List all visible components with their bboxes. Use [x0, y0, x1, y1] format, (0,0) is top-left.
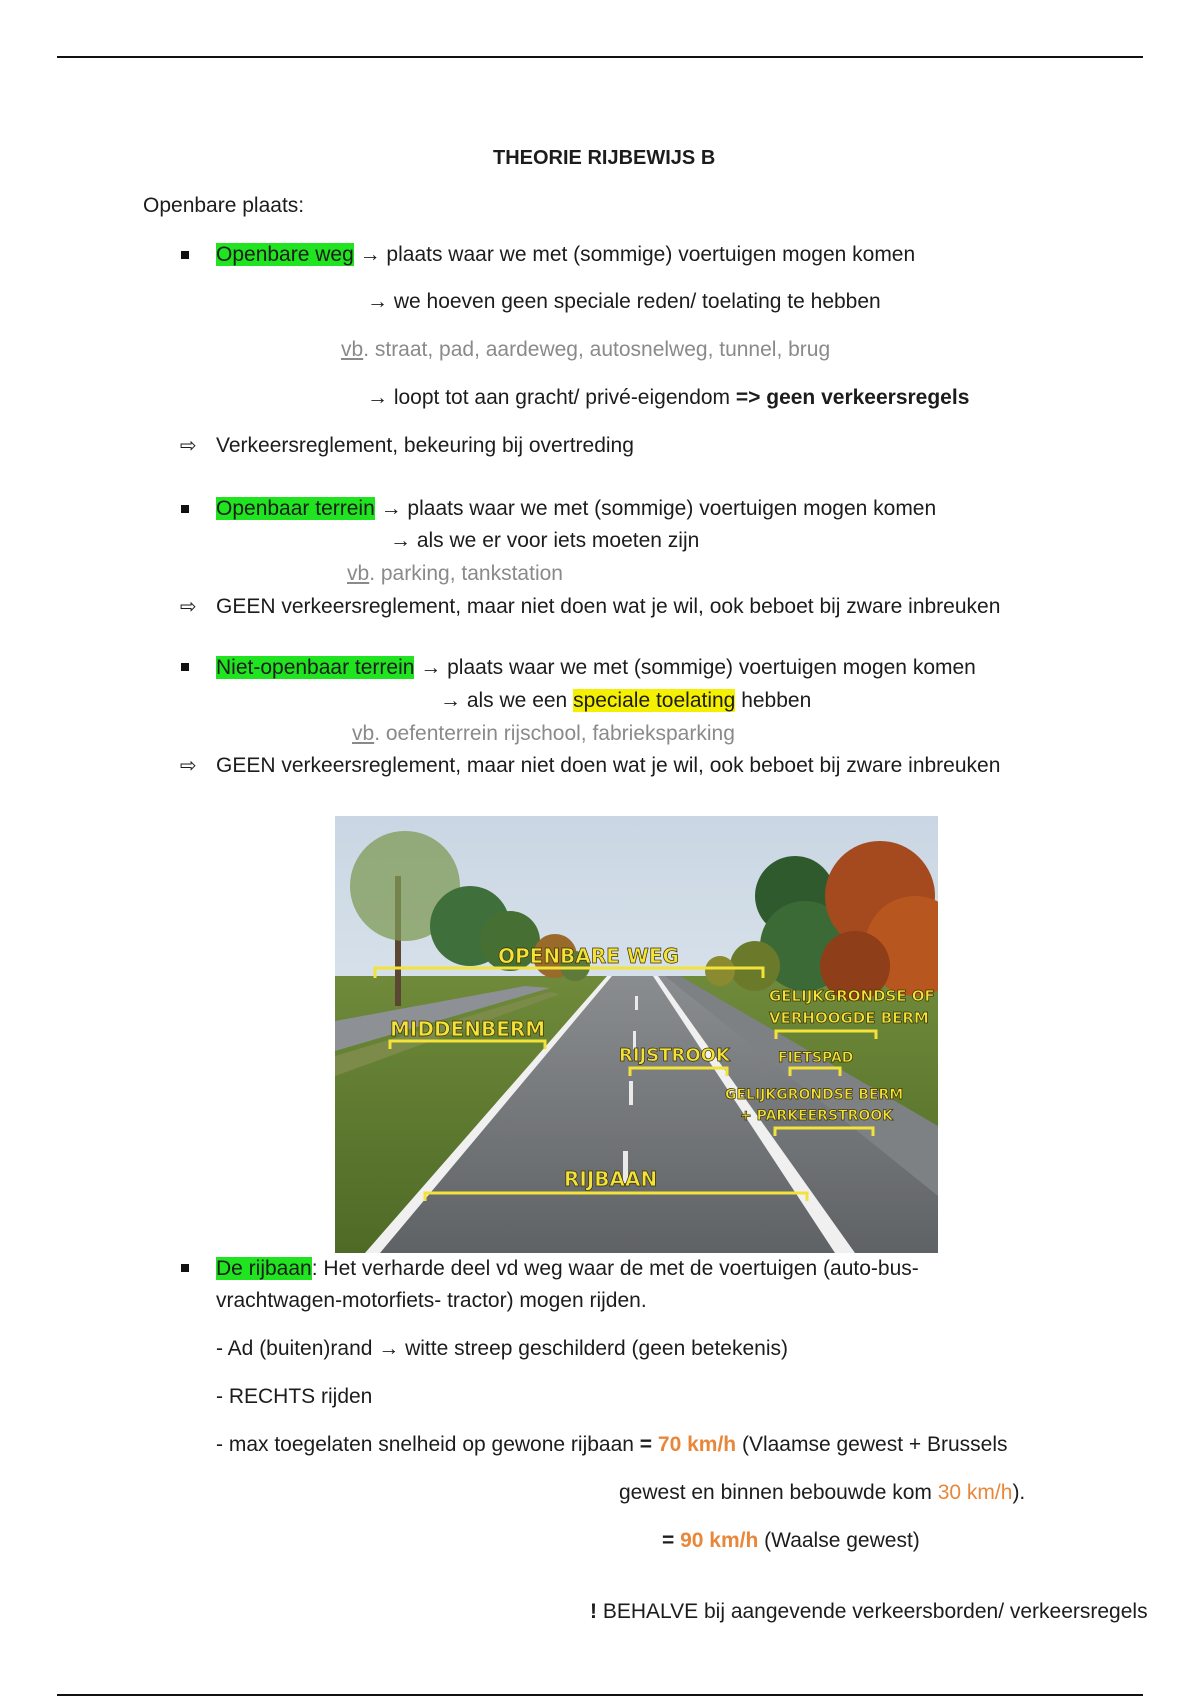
section2-line1	[216, 496, 936, 522]
speed-wallonia: (Waalse gewest)	[758, 1529, 920, 1552]
term-de-rijbaan: De rijbaan	[216, 1257, 312, 1280]
example-text: . oefenterrein rijschool, fabrieksparking	[374, 722, 735, 745]
label-berm-line2: VERHOOGDE BERM	[769, 1009, 929, 1027]
exclamation-mark: !	[590, 1600, 603, 1623]
bullet-square	[181, 505, 189, 513]
section3-definition: → plaats waar we met (sommige) voertuigen mogen komen	[414, 656, 976, 679]
speed-equals: =	[639, 1433, 658, 1456]
label-park-line2: + PARKEERSTROOK	[740, 1108, 894, 1124]
bullet-square	[181, 251, 189, 259]
section1-line1	[216, 242, 915, 268]
section1-conclusion: Verkeersreglement, bekeuring bij overtreding	[216, 434, 634, 457]
rijbaan-item-speed	[216, 1432, 1007, 1458]
section1-line2: → we hoeven geen speciale reden/ toelating te hebben	[367, 290, 881, 313]
label-openbare-weg: OPENBARE WEG	[498, 944, 679, 968]
example-text: . straat, pad, aardeweg, autosnelweg, tunnel, brug	[363, 338, 831, 361]
line4-bold: => geen verkeersregels	[735, 386, 970, 409]
section4-line2: vrachtwagen-motorfiets- tractor) mogen rijden.	[216, 1289, 647, 1312]
exception-note	[590, 1599, 1148, 1625]
speed-cont-text: gewest en binnen bebouwde kom	[619, 1481, 938, 1504]
section2-example	[347, 561, 563, 587]
section4-definition: : Het verharde deel vd weg waar de met de voertuigen (auto-bus-	[311, 1257, 919, 1280]
section3-line2	[440, 688, 811, 714]
speed-text: - max toegelaten snelheid op gewone rijbaan	[216, 1433, 640, 1456]
section1-definition: → plaats waar we met (sommige) voertuigen mogen komen	[353, 243, 916, 266]
intro-heading: Openbare plaats:	[143, 194, 305, 217]
section3-conclusion: GEEN verkeersreglement, maar niet doen wat je wil, ook beboet bij zware inbreuken	[216, 754, 1001, 777]
highlight-speciale-toelating: speciale toelating	[573, 689, 736, 712]
arrow-bullet-icon: ⇨	[180, 596, 197, 618]
speed-region: (Vlaamse gewest + Brussels	[736, 1433, 1008, 1456]
exception-text: BEHALVE bij aangevende verkeersborden/ verkeersregels	[602, 1600, 1148, 1623]
term-niet-openbaar-terrein: Niet-openbaar terrein	[216, 656, 415, 679]
section2-definition: → plaats waar we met (sommige) voertuigen mogen komen	[374, 497, 937, 520]
section1-line4	[367, 385, 969, 411]
line2-end: hebben	[735, 689, 812, 712]
section2-conclusion: GEEN verkeersreglement, maar niet doen wat je wil, ook beboet bij zware inbreuken	[216, 595, 1001, 618]
label-berm-line1: GELIJKGRONDSE OF	[769, 987, 935, 1005]
rijbaan-item-edge: - Ad (buiten)rand → witte streep geschilderd (geen betekenis)	[216, 1337, 788, 1360]
section2-line2: → als we er voor iets moeten zijn	[390, 529, 700, 552]
top-rule	[57, 56, 1143, 58]
line2-text: → als we een	[440, 689, 574, 712]
vb-label: vb	[347, 562, 370, 585]
term-openbare-weg: Openbare weg	[216, 243, 354, 266]
speed-cont-end: ).	[1012, 1481, 1026, 1504]
section3-example	[352, 721, 735, 747]
vb-label: vb	[352, 722, 375, 745]
road-diagram-image	[335, 816, 938, 1253]
section3-line1	[216, 655, 976, 681]
speed-equals: =	[662, 1529, 681, 1552]
example-text: . parking, tankstation	[369, 562, 563, 585]
vb-label: vb	[341, 338, 364, 361]
speed-70: 70 km/h	[657, 1433, 737, 1456]
section1-example	[341, 337, 830, 363]
term-openbaar-terrein: Openbaar terrein	[216, 497, 375, 520]
label-rijstrook: RIJSTROOK	[619, 1045, 730, 1066]
arrow-bullet-icon: ⇨	[180, 435, 197, 457]
label-park-line1: GELIJKGRONDSE BERM	[725, 1087, 904, 1103]
bullet-square	[181, 1264, 189, 1272]
label-fietspad: FIETSPAD	[778, 1050, 854, 1066]
speed-90: 90 km/h	[680, 1529, 759, 1552]
section4-line1	[216, 1256, 919, 1282]
line4-text: → loopt tot aan gracht/ privé-eigendom	[367, 386, 736, 409]
bottom-rule	[57, 1694, 1143, 1696]
speed-30: 30 km/h	[937, 1481, 1013, 1504]
rijbaan-item-speed-cont	[619, 1480, 1025, 1506]
rijbaan-item-speed-wallonia	[662, 1528, 920, 1554]
rijbaan-item-rechts: - RECHTS rijden	[216, 1385, 373, 1408]
arrow-bullet-icon: ⇨	[180, 755, 197, 777]
label-rijbaan: RIJBAAN	[564, 1167, 658, 1191]
page-title: THEORIE RIJBEWIJS B	[493, 147, 716, 169]
bullet-square	[181, 663, 189, 671]
label-middenberm: MIDDENBERM	[390, 1017, 546, 1041]
